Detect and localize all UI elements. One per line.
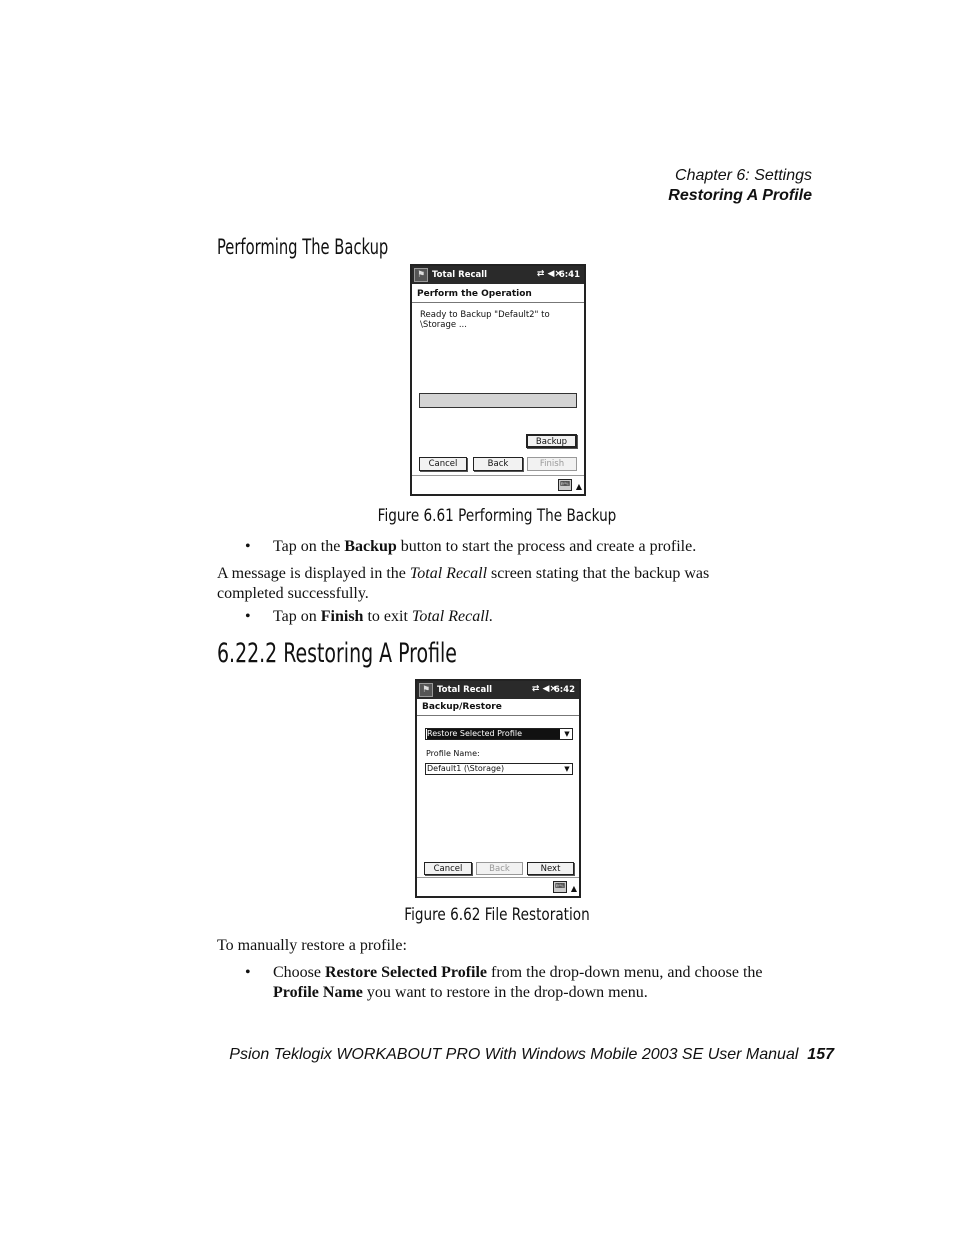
connectivity-arrows-icon[interactable]: ⇄ ◀× (531, 684, 557, 694)
backup-screen (410, 264, 586, 496)
paragraph: To manually restore a profile: (217, 937, 407, 954)
bullet-text: Tap on Finish to exit Total Recall. (273, 608, 494, 625)
restore-screen (415, 679, 581, 898)
chapter-header: Chapter 6: Settings (675, 167, 812, 184)
windows-flag-icon[interactable]: ⚑ (419, 683, 433, 697)
keyboard-icon[interactable]: ⌨ (558, 479, 572, 491)
page-footer (229, 1046, 834, 1064)
operation-dropdown[interactable]: Restore Selected Profile ▼ (425, 728, 573, 740)
connectivity-arrows-icon[interactable]: ⇄ ◀× (536, 269, 562, 279)
progress-bar (419, 393, 577, 408)
title-bar (412, 266, 584, 284)
section-header: Restoring A Profile (668, 187, 812, 204)
page-header: Perform the Operation (412, 286, 584, 303)
keyboard-icon[interactable]: ⌨ (553, 881, 567, 893)
bullet-marker: • (245, 608, 251, 625)
bullet-text: Tap on the Backup button to start the process and create a profile. (273, 538, 697, 555)
dropdown-arrow-icon: ▼ (564, 730, 570, 738)
footer-title: Psion Teklogix WORKABOUT PRO With Windows Mobile 2003 SE User Manual (229, 1046, 799, 1063)
profile-name-dropdown[interactable]: Default1 (\Storage) ▼ (425, 763, 573, 775)
page-number: 157 (807, 1046, 834, 1063)
title-text: Total Recall (432, 270, 488, 280)
title-text: Total Recall (437, 685, 493, 695)
windows-flag-icon[interactable]: ⚑ (414, 268, 428, 282)
command-bar (417, 877, 579, 896)
paragraph: A message is displayed in the Total Recall screen stating that the backup was completed successfully. (217, 565, 710, 602)
finish-button[interactable]: Finish (527, 457, 577, 471)
clock[interactable]: 6:42 (553, 685, 575, 695)
cancel-button[interactable]: Cancel (419, 457, 467, 471)
clock[interactable]: 6:41 (558, 270, 580, 280)
back-button[interactable]: Back (476, 862, 523, 875)
figure-caption: Figure 6.62 File Restoration (404, 905, 590, 925)
figure-caption: Figure 6.61 Performing The Backup (377, 506, 617, 526)
backup-button[interactable]: Backup (526, 434, 577, 448)
page-header: Backup/Restore (417, 699, 579, 716)
profile-name-label: Profile Name: (426, 749, 480, 758)
back-button[interactable]: Back (473, 457, 523, 471)
up-arrow-icon[interactable]: ▲ (575, 482, 582, 491)
cancel-button[interactable]: Cancel (424, 862, 472, 875)
bullet-marker: • (245, 964, 251, 981)
bullet-marker: • (245, 538, 251, 555)
dropdown-arrow-icon: ▼ (564, 765, 570, 773)
next-button[interactable]: Next (527, 862, 574, 875)
bullet-text: Choose Restore Selected Profile from the drop-down menu, and choose the Profile Name you want to restore in the drop-down menu. (273, 964, 763, 1001)
up-arrow-icon[interactable]: ▲ (570, 884, 577, 893)
title-bar (417, 681, 579, 699)
subsection-title: Performing The Backup (217, 235, 389, 259)
section-title: 6.22.2 Restoring A Profile (217, 638, 457, 669)
command-bar (412, 475, 584, 494)
status-message: Ready to Backup "Default2" to \Storage ... (420, 310, 550, 330)
